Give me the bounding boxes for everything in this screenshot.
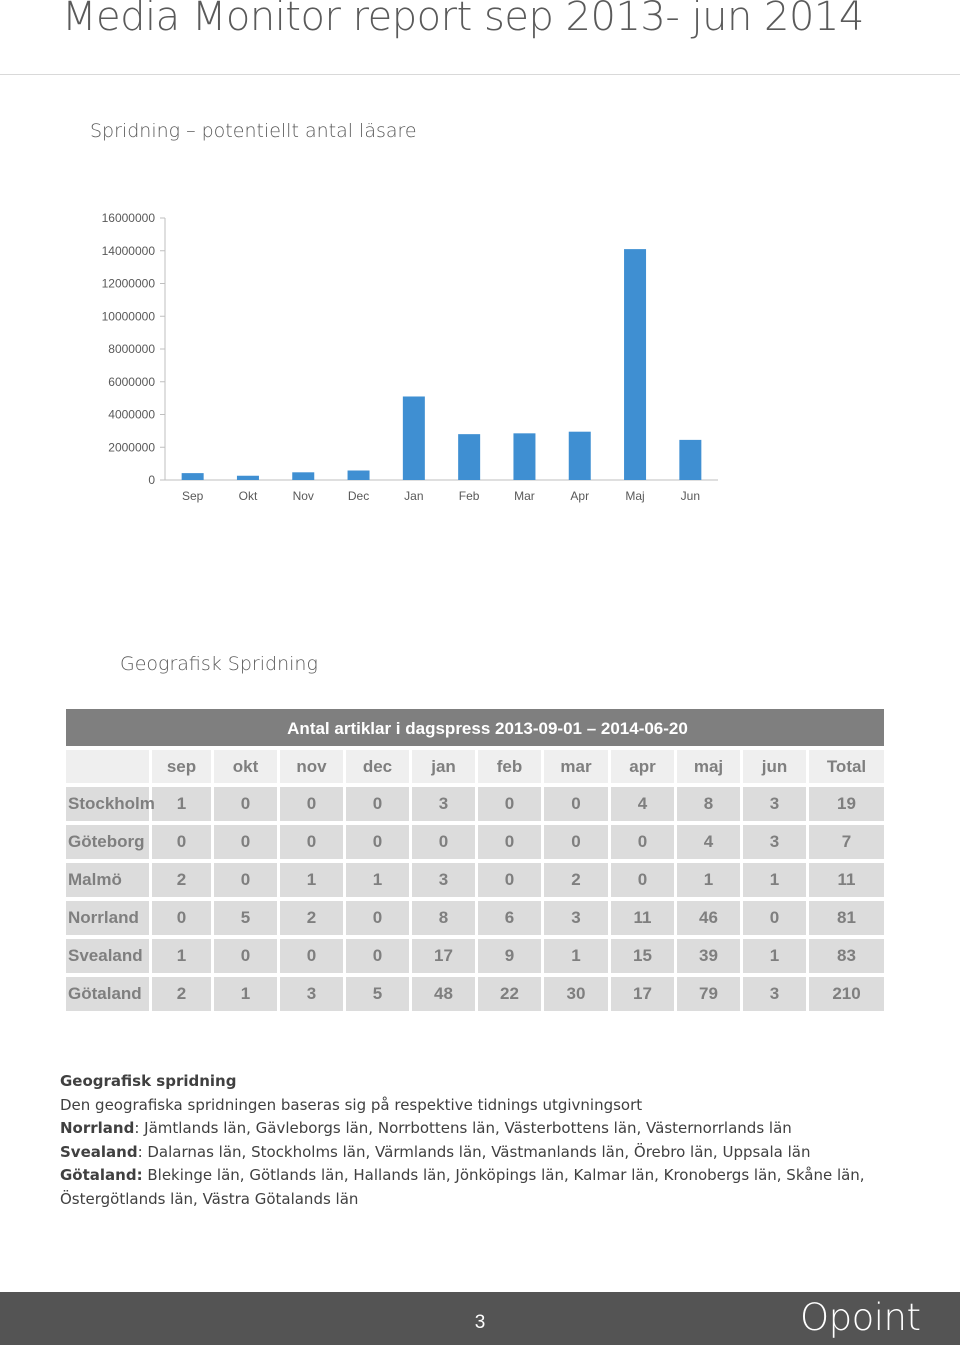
month-header-cell: jan (412, 746, 478, 783)
value-cell: 48 (412, 973, 478, 1011)
value-cell: 81 (809, 897, 884, 935)
value-cell: 1 (743, 859, 809, 897)
region-cell: Malmö (66, 859, 152, 897)
value-cell: 3 (412, 783, 478, 821)
value-cell: 1 (152, 935, 214, 973)
region-cell: Stockholm (66, 783, 152, 821)
x-tick-label: Apr (570, 489, 590, 503)
x-tick-label: Nov (292, 489, 314, 503)
value-cell: 0 (152, 821, 214, 859)
gotaland-label: Götaland: (60, 1166, 143, 1184)
table-row (66, 973, 884, 1011)
bar-maj (624, 249, 646, 480)
x-tick-label: Jun (680, 489, 701, 503)
value-cell: 79 (677, 973, 743, 1011)
value-cell: 8 (677, 783, 743, 821)
value-cell: 1 (677, 859, 743, 897)
month-header-row (66, 746, 884, 783)
value-cell: 17 (611, 973, 677, 1011)
region-cell: Svealand (66, 935, 152, 973)
bar-sep (182, 473, 204, 480)
value-cell: 7 (809, 821, 884, 859)
value-cell: 17 (412, 935, 478, 973)
notes-norrland (60, 1117, 880, 1141)
month-header-cell: dec (346, 746, 412, 783)
value-cell: 39 (677, 935, 743, 973)
svealand-label: Svealand (60, 1142, 138, 1161)
value-cell: 0 (346, 935, 412, 973)
y-tick-label: 16000000 (101, 211, 155, 225)
value-cell: 1 (280, 859, 346, 897)
table-row (66, 897, 884, 935)
x-tick-label: Mar (514, 489, 535, 503)
value-cell: 210 (809, 973, 884, 1011)
value-cell: 0 (611, 821, 677, 859)
header-blank-cell (66, 746, 152, 783)
notes-heading: Geografisk spridning (60, 1072, 237, 1090)
table-row (66, 935, 884, 973)
x-tick-label: Okt (238, 489, 258, 503)
bar-jan (403, 396, 425, 480)
value-cell: 22 (478, 973, 544, 1011)
value-cell: 30 (544, 973, 611, 1011)
x-tick-label: Sep (181, 489, 204, 503)
value-cell: 0 (478, 859, 544, 897)
y-tick-label: 4000000 (108, 407, 155, 422)
value-cell: 15 (611, 935, 677, 973)
value-cell: 5 (214, 897, 280, 935)
month-header-cell: okt (214, 746, 280, 783)
reach-bar-chart (0, 195, 960, 525)
opoint-logo: Opoint (800, 1296, 921, 1339)
value-cell: 83 (809, 935, 884, 973)
month-header-cell: nov (280, 746, 346, 783)
value-cell: 0 (346, 897, 412, 935)
month-header-cell: maj (677, 746, 743, 783)
y-tick-label: 12000000 (101, 276, 155, 291)
value-cell: 0 (412, 821, 478, 859)
table-row (66, 783, 884, 821)
bar-feb (458, 434, 480, 480)
page-number: 3 (474, 1312, 486, 1333)
x-tick-label: Dec (347, 489, 370, 503)
region-cell: Norrland (66, 897, 152, 935)
page-title: Media Monitor report sep 2013- jun 2014 (62, 0, 864, 40)
geo-table-grid (66, 746, 884, 1011)
value-cell: 0 (214, 821, 280, 859)
month-header-cell: jun (743, 746, 809, 783)
value-cell: 0 (214, 935, 280, 973)
value-cell: 46 (677, 897, 743, 935)
value-cell: 0 (280, 783, 346, 821)
y-tick-label: 14000000 (101, 243, 155, 258)
value-cell: 19 (809, 783, 884, 821)
value-cell: 2 (280, 897, 346, 935)
value-cell: 1 (544, 935, 611, 973)
region-cell: Göteborg (66, 821, 152, 859)
value-cell: 6 (478, 897, 544, 935)
value-cell: 0 (214, 783, 280, 821)
month-header-cell: apr (611, 746, 677, 783)
bar-apr (569, 432, 591, 480)
bar-nov (292, 472, 314, 480)
value-cell: 9 (478, 935, 544, 973)
value-cell: 11 (611, 897, 677, 935)
bar-mar (513, 433, 535, 480)
x-tick-label: Feb (458, 489, 480, 503)
table-row (66, 821, 884, 859)
y-tick-label: 8000000 (108, 342, 155, 356)
value-cell: 0 (544, 821, 611, 859)
value-cell: 11 (809, 859, 884, 897)
y-tick-label: 6000000 (108, 374, 155, 389)
value-cell: 0 (478, 783, 544, 821)
geo-section-title: Geografisk Spridning (120, 653, 318, 675)
value-cell: 3 (743, 973, 809, 1011)
norrland-text: : Jämtlands län, Gävleborgs län, Norrbottens län, Västerbottens län, Västernorrlands län (134, 1119, 792, 1137)
value-cell: 0 (280, 821, 346, 859)
bar-okt (237, 476, 259, 480)
geo-table-title: Antal artiklar i dagspress 2013-09-01 – 2014-06-20 (66, 709, 884, 746)
value-cell: 2 (544, 859, 611, 897)
value-cell: 2 (152, 973, 214, 1011)
y-tick-label: 2000000 (108, 440, 155, 455)
value-cell: 1 (346, 859, 412, 897)
value-cell: 0 (611, 859, 677, 897)
notes-gotaland (60, 1164, 880, 1211)
bar-dec (348, 471, 370, 480)
bar-jun (679, 440, 701, 480)
value-cell: 0 (346, 783, 412, 821)
value-cell: 5 (346, 973, 412, 1011)
notes-intro: Den geografiska spridningen baseras sig på respektive tidnings utgivningsort (60, 1095, 643, 1114)
value-cell: 0 (346, 821, 412, 859)
gotaland-text: Blekinge län, Götlands län, Hallands län, Jönköpings län, Kalmar län, Kronobergs län, Skåne län, Östergötlands län, Västra Götalands län (60, 1166, 865, 1208)
region-cell: Götaland (66, 973, 152, 1011)
value-cell: 4 (611, 783, 677, 821)
value-cell: 3 (544, 897, 611, 935)
value-cell: 4 (677, 821, 743, 859)
notes-svealand (60, 1141, 880, 1165)
value-cell: 0 (743, 897, 809, 935)
value-cell: 0 (280, 935, 346, 973)
geo-notes (60, 1070, 880, 1211)
value-cell: 3 (743, 783, 809, 821)
month-header-cell: mar (544, 746, 611, 783)
value-cell: 1 (152, 783, 214, 821)
month-header-cell: sep (152, 746, 214, 783)
value-cell: 3 (412, 859, 478, 897)
value-cell: 2 (152, 859, 214, 897)
value-cell: 0 (214, 859, 280, 897)
value-cell: 1 (743, 935, 809, 973)
title-divider (0, 74, 960, 75)
month-header-cell: Total (809, 746, 884, 783)
value-cell: 0 (478, 821, 544, 859)
month-header-cell: feb (478, 746, 544, 783)
norrland-label: Norrland (60, 1119, 135, 1137)
value-cell: 1 (214, 973, 280, 1011)
geo-table (66, 709, 884, 1011)
y-tick-label: 10000000 (101, 309, 155, 324)
value-cell: 0 (544, 783, 611, 821)
y-tick-label: 0 (148, 473, 155, 487)
value-cell: 8 (412, 897, 478, 935)
chart-title: Spridning – potentiellt antal läsare (90, 120, 417, 142)
x-tick-label: Jan (404, 489, 424, 503)
value-cell: 3 (280, 973, 346, 1011)
x-tick-label: Maj (625, 489, 645, 503)
table-row (66, 859, 884, 897)
value-cell: 0 (152, 897, 214, 935)
svealand-text: : Dalarnas län, Stockholms län, Värmlands län, Västmanlands län, Örebro län, Uppsala län (137, 1142, 811, 1161)
value-cell: 3 (743, 821, 809, 859)
